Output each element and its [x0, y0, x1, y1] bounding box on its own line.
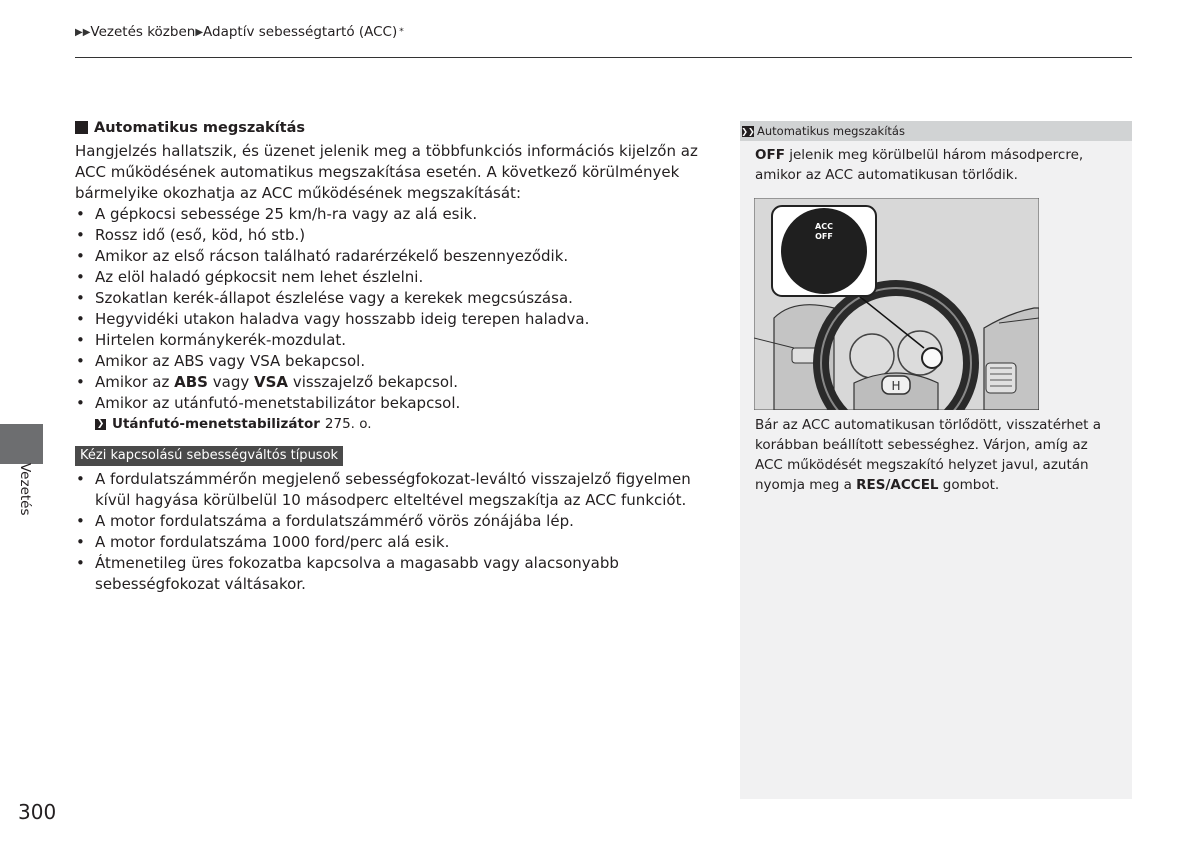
- note-arrow-icon: ❯❯: [741, 126, 755, 136]
- section-title: Automatikus megszakítás: [94, 119, 306, 136]
- list-item: • Amikor az utánfutó-menetstabilizátor bekapcsol.: [75, 393, 725, 414]
- manual-transmission-tag: Kézi kapcsolású sebességváltós típusok: [75, 446, 343, 466]
- list-item: • Átmenetileg üres fokozatba kapcsolva a magasabb vagy alacsonyabb sebességfokozat váltásakor.: [75, 553, 725, 595]
- list-item: • A motor fordulatszáma a fordulatszámmérő vörös zónájába lép.: [75, 511, 725, 532]
- list-item: • Hegyvidéki utakon haladva vagy hosszabb ideig terepen haladva.: [75, 309, 725, 330]
- optional-marker: *: [399, 27, 404, 37]
- square-bullet-icon: [75, 121, 88, 134]
- off-display-label: OFF: [815, 232, 833, 241]
- page-number: 300: [18, 800, 57, 824]
- acc-off-display: [806, 222, 842, 242]
- abs-label: ABS: [174, 373, 208, 391]
- side-note-header: [740, 121, 1132, 141]
- section-intro: Hangjelzés hallatszik, és üzenet jelenik meg a többfunkciós információs kijelzőn az ACC működésének automatikus megszakítása esetén. A következő körülmények bármelyike okozhatja az ACC működésének megszakítását:: [75, 142, 698, 202]
- dashboard-illustration: [754, 198, 1039, 410]
- breadcrumb-item-1[interactable]: Vezetés közben: [90, 24, 196, 40]
- acc-label: ACC: [815, 222, 833, 231]
- breadcrumb-arrow-icon: ▶▶: [75, 26, 91, 38]
- breadcrumb-item-2[interactable]: Adaptív sebességtartó (ACC): [203, 24, 398, 40]
- list-item: • Az elöl haladó gépkocsit nem lehet észlelni.: [75, 267, 725, 288]
- side-note-text-1: OFF jelenik meg körülbelül három másodpercre, amikor az ACC automatikusan törlődik.: [755, 147, 1084, 183]
- list-item: • Amikor az első rácson található radarérzékelő beszennyeződik.: [75, 246, 725, 267]
- list-item: • Amikor az ABS vagy VSA visszajelző bekapcsol.: [75, 372, 725, 393]
- side-note-title: Automatikus megszakítás: [757, 124, 905, 138]
- cross-reference-link[interactable]: [75, 414, 725, 434]
- reference-page: 275. o.: [324, 416, 372, 432]
- section-heading: [75, 117, 725, 138]
- svg-text:H: H: [891, 379, 901, 393]
- breadcrumb: [75, 24, 404, 40]
- breadcrumb-arrow-icon: ▶: [195, 26, 204, 38]
- chapter-tab-marker: [0, 424, 43, 464]
- side-note-text-2: Bár az ACC automatikusan törlődött, visszatérhet a korábban beállított sebességhez. Várjon, amíg az ACC működését megszakító helyzet javul, azután nyomja meg a RES/ACCEL gombot.: [755, 417, 1102, 493]
- vsa-label: VSA: [254, 373, 289, 391]
- reference-title[interactable]: Utánfutó-menetstabilizátor: [112, 416, 320, 432]
- cancel-conditions-list: [75, 204, 725, 414]
- side-note-panel: [740, 121, 1132, 799]
- list-item: • Szokatlan kerék-állapot észlelése vagy a kerekek megcsúszása.: [75, 288, 725, 309]
- chapter-tab-label: Vezetés: [17, 463, 33, 516]
- list-item: • A motor fordulatszáma 1000 ford/perc alá esik.: [75, 532, 725, 553]
- off-label: OFF: [755, 147, 785, 163]
- reference-arrow-icon: ❯: [96, 419, 105, 429]
- list-item: • Hirtelen kormánykerék-mozdulat.: [75, 330, 725, 351]
- header-divider: [75, 57, 1132, 58]
- manual-conditions-list: [75, 469, 725, 595]
- list-item: • A fordulatszámmérőn megjelenő sebességfokozat-leváltó visszajelző figyelmen kívül hagyása körülbelül 10 másodperc elteltével megszakítja az ACC funkciót.: [75, 469, 725, 511]
- main-content: [75, 117, 725, 595]
- list-item: • Rossz idő (eső, köd, hó stb.): [75, 225, 725, 246]
- list-item: • Amikor az ABS vagy VSA bekapcsol.: [75, 351, 725, 372]
- list-item: • A gépkocsi sebessége 25 km/h-ra vagy az alá esik.: [75, 204, 725, 225]
- res-accel-label: RES/ACCEL: [856, 477, 939, 493]
